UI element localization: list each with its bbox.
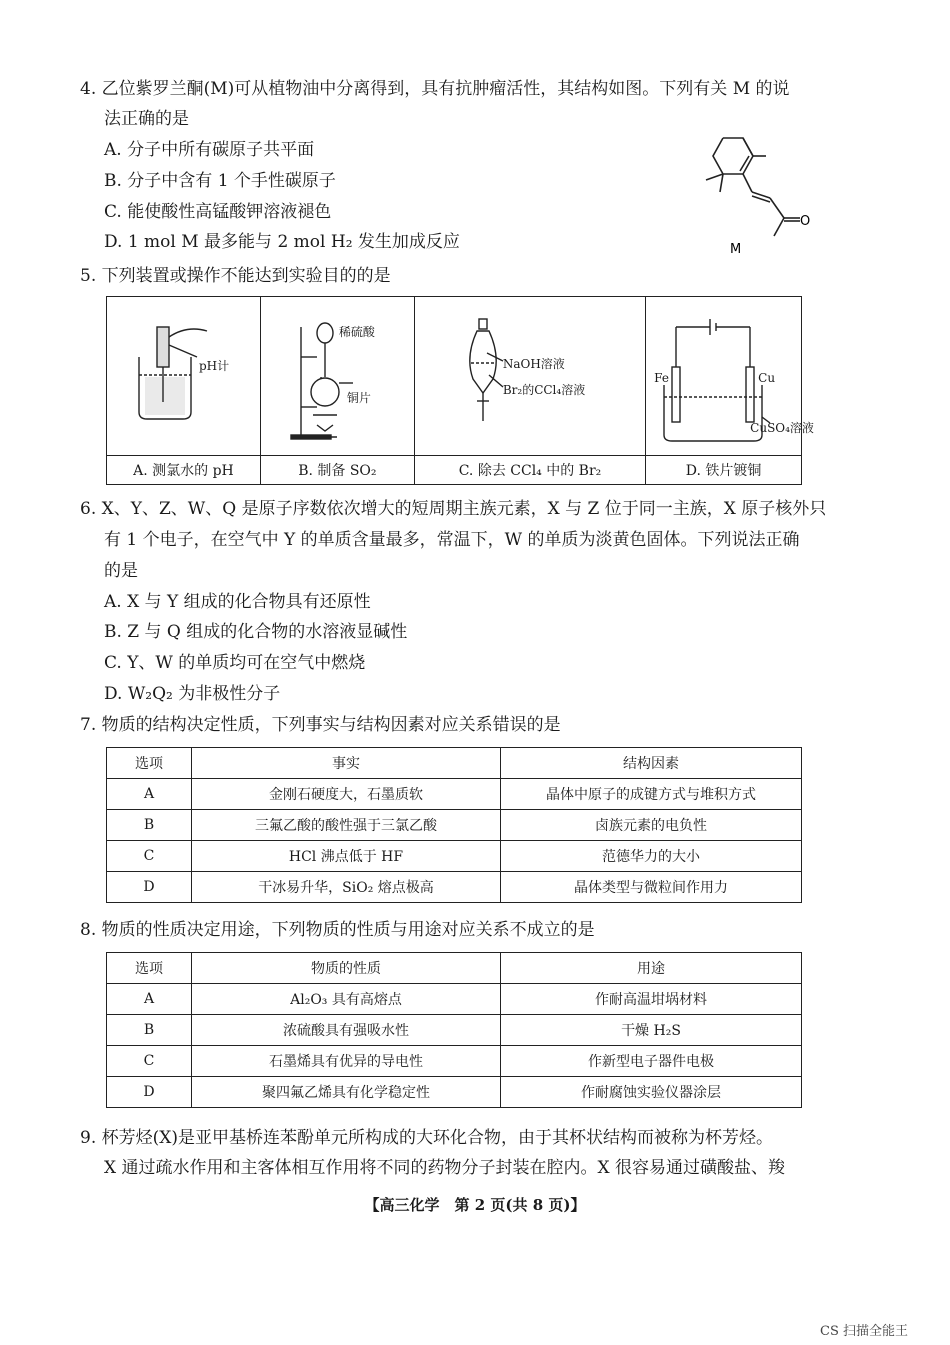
q4-stem-line2: 法正确的是 bbox=[104, 109, 189, 129]
table-row bbox=[107, 1046, 802, 1077]
table-cell: 晶体中原子的成键方式与堆积方式 bbox=[501, 779, 802, 810]
header-option: 选项 bbox=[107, 953, 192, 984]
table-cell: 作新型电子器件电极 bbox=[501, 1046, 802, 1077]
caption-c: C. 除去 CCl₄ 中的 Br₂ bbox=[414, 456, 645, 485]
fe-electrode-label: Fe bbox=[654, 371, 669, 385]
apparatus-d-electroplating bbox=[646, 297, 814, 456]
apparatus-table bbox=[106, 296, 814, 485]
apparatus-b-so2 bbox=[260, 297, 414, 456]
table-cell: 干燥 H₂S bbox=[501, 1015, 802, 1046]
table-cell: 晶体类型与微粒间作用力 bbox=[501, 872, 802, 903]
molecule-m-structure bbox=[688, 126, 818, 261]
table-cell: A bbox=[107, 984, 192, 1015]
q4-option-c: C. 能使酸性高锰酸钾溶液褪色 bbox=[104, 202, 332, 222]
table-cell: HCl 沸点低于 HF bbox=[192, 841, 501, 872]
table-cell: 范德华力的大小 bbox=[501, 841, 802, 872]
table-cell: 石墨烯具有优异的导电性 bbox=[192, 1046, 501, 1077]
dilute-sulfuric-acid-label: 稀硫酸 bbox=[338, 325, 375, 339]
apparatus-a-ph-meter bbox=[107, 297, 261, 456]
q6-stem-line2: 有 1 个电子，在空气中 Y 的单质含量最多，常温下，W 的单质为淡黄色固体。下列说法正确 bbox=[104, 530, 800, 550]
struct-m-label: M bbox=[730, 242, 742, 257]
apparatus-c-separatory-funnel bbox=[414, 297, 645, 456]
table-cell: A bbox=[107, 779, 192, 810]
q8-stem: 8. 物质的性质决定用途，下列物质的性质与用途对应关系不成立的是 bbox=[80, 920, 595, 940]
table-cell: 三氟乙酸的酸性强于三氯乙酸 bbox=[192, 810, 501, 841]
q6-stem-line1: 6. X、Y、Z、W、Q 是原子序数依次增大的短周期主族元素，X 与 Z 位于同一主族，X 原子核外只 bbox=[80, 499, 827, 519]
table-row bbox=[107, 1015, 802, 1046]
header-structure-factor: 结构因素 bbox=[501, 748, 802, 779]
q9-stem-line1: 9. 杯芳烃(X)是亚甲基桥连苯酚单元所构成的大环化合物，由于其杯状结构而被称为杯芳烃。 bbox=[80, 1128, 773, 1148]
table-cell: 卤族元素的电负性 bbox=[501, 810, 802, 841]
table-cell: 金刚石硬度大，石墨质软 bbox=[192, 779, 501, 810]
table-cell: C bbox=[107, 841, 192, 872]
table-cell: 浓硫酸具有强吸水性 bbox=[192, 1015, 501, 1046]
q6-option-a: A. X 与 Y 组成的化合物具有还原性 bbox=[104, 592, 371, 612]
table-cell: 聚四氟乙烯具有化学稳定性 bbox=[192, 1077, 501, 1108]
naoh-solution-label: NaOH溶液 bbox=[502, 357, 565, 371]
table-row bbox=[107, 1077, 802, 1108]
caption-d: D. 铁片镀铜 bbox=[646, 456, 802, 485]
table-cell: 作耐高温坩埚材料 bbox=[501, 984, 802, 1015]
table-cell: 干冰易升华，SiO₂ 熔点极高 bbox=[192, 872, 501, 903]
table-cell: D bbox=[107, 872, 192, 903]
q4-stem-line1: 4. 乙位紫罗兰酮(M)可从植物油中分离得到，具有抗肿瘤活性，其结构如图。下列有关 M 的说 bbox=[80, 79, 790, 99]
struct-oxygen-label: O bbox=[800, 214, 811, 229]
copper-sheet-label: 铜片 bbox=[346, 391, 371, 405]
caption-a: A. 测氯水的 pH bbox=[107, 456, 261, 485]
page-footer: 【高三化学 第 2 页(共 8 页)】 bbox=[364, 1196, 586, 1214]
q4-option-a: A. 分子中所有碳原子共平面 bbox=[104, 140, 315, 160]
header-fact: 事实 bbox=[192, 748, 501, 779]
q4-option-b: B. 分子中含有 1 个手性碳原子 bbox=[104, 171, 336, 191]
q7-table bbox=[106, 747, 802, 903]
table-row bbox=[107, 779, 802, 810]
header-option: 选项 bbox=[107, 748, 192, 779]
q4-option-d: D. 1 mol M 最多能与 2 mol H₂ 发生加成反应 bbox=[104, 232, 460, 252]
header-property: 物质的性质 bbox=[192, 953, 501, 984]
table-cell: D bbox=[107, 1077, 192, 1108]
scanner-watermark: CS 扫描全能王 bbox=[820, 1324, 908, 1339]
q9-stem-line2: X 通过疏水作用和主客体相互作用将不同的药物分子封装在腔内。X 很容易通过磺酸盐、羧 bbox=[104, 1158, 786, 1178]
q6-stem-line3: 的是 bbox=[104, 561, 138, 581]
q6-option-c: C. Y、W 的单质均可在空气中燃烧 bbox=[104, 653, 366, 673]
cuso4-solution-label: CuSO₄溶液 bbox=[750, 421, 814, 435]
header-use: 用途 bbox=[501, 953, 802, 984]
table-cell: C bbox=[107, 1046, 192, 1077]
q7-stem: 7. 物质的结构决定性质，下列事实与结构因素对应关系错误的是 bbox=[80, 715, 561, 735]
table-row bbox=[107, 984, 802, 1015]
q6-option-b: B. Z 与 Q 组成的化合物的水溶液显碱性 bbox=[104, 622, 408, 642]
table-header-row bbox=[107, 953, 802, 984]
table-cell: B bbox=[107, 1015, 192, 1046]
cu-electrode-label: Cu bbox=[758, 371, 776, 385]
table-header-row bbox=[107, 748, 802, 779]
q8-table bbox=[106, 952, 802, 1108]
table-cell: B bbox=[107, 810, 192, 841]
q5-stem: 5. 下列装置或操作不能达到实验目的的是 bbox=[80, 266, 391, 286]
table-cell: 作耐腐蚀实验仪器涂层 bbox=[501, 1077, 802, 1108]
table-row bbox=[107, 872, 802, 903]
table-row bbox=[107, 810, 802, 841]
table-row bbox=[107, 841, 802, 872]
caption-b: B. 制备 SO₂ bbox=[260, 456, 414, 485]
table-cell: Al₂O₃ 具有高熔点 bbox=[192, 984, 501, 1015]
ph-meter-label: pH计 bbox=[199, 359, 230, 373]
q6-option-d: D. W₂Q₂ 为非极性分子 bbox=[104, 684, 281, 704]
br2-ccl4-solution-label: Br₂的CCl₄溶液 bbox=[502, 383, 586, 397]
